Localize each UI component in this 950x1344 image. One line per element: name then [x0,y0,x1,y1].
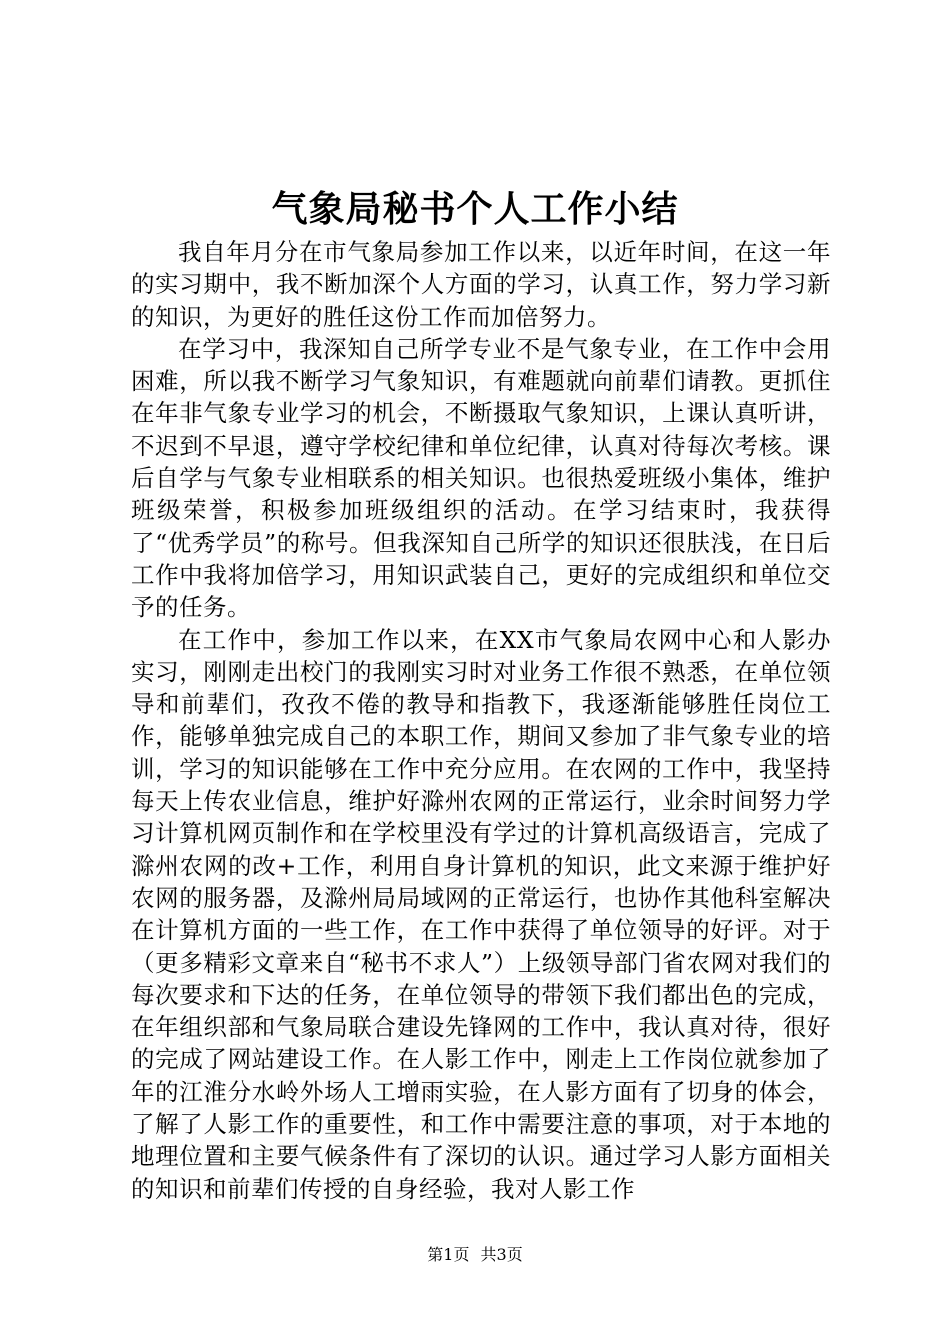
document-body [131,236,831,1205]
page-footer [0,1244,950,1266]
page-number: 第1页 [427,1245,470,1264]
paragraph-work: 在工作中，参加工作以来，在XX市气象局农网中心和人影办实习，刚刚走出校门的我刚实习时对业务工作很不熟悉，在单位领导和前辈们，孜孜不倦的教导和指教下，我逐渐能够胜任岗位工作，能够单独完成自己的本职工作，期间又参加了非气象专业的培训，学习的知识能够在工作中充分应用。在农网的工作中，我坚持每天上传农业信息，维护好滁州农网的正常运行，业余时间努力学习计算机网页制作和在学校里没有学过的计算机高级语言，完成了滁州农网的改+工作，利用自身计算机的知识，此文来源于维护好农网的服务器，及滁州局局域网的正常运行，也协作其他科室解决在计算机方面的一些工作，在工作中获得了单位领导的好评。对于（更多精彩文章来自“秘书不求人”）上级领导部门省农网对我们的每次要求和下达的任务，在单位领导的带领下我们都出色的完成，在年组织部和气象局联合建设先锋网的工作中，我认真对待，很好的完成了网站建设工作。在人影工作中，刚走上工作岗位就参加了年的江淮分水岭外场人工增雨实验，在人影方面有了切身的体会，了解了人影工作的重要性，和工作中需要注意的事项，对于本地的地理位置和主要气候条件有了深切的认识。通过学习人影方面相关的知识和前辈们传授的自身经验，我对人影工作 [131,625,831,1203]
document-title: 气象局秘书个人工作小结 [271,188,679,230]
paragraph-intro: 我自年月分在市气象局参加工作以来，以近年时间，在这一年的实习期中，我不断加深个人方面的学习，认真工作，努力学习新的知识，为更好的胜任这份工作而加倍努力。 [131,238,831,331]
page-total: 共3页 [480,1245,523,1264]
paragraph-study: 在学习中，我深知自己所学专业不是气象专业，在工作中会用困难，所以我不断学习气象知识，有难题就向前辈们请教。更抓住在年非气象专业学习的机会，不断摄取气象知识，上课认真听讲，不迟到不早退，遵守学校纪律和单位纪律，认真对待每次考核。课后自学与气象专业相联系的相关知识。也很热爱班级小集体，维护班级荣誉，积极参加班级组织的活动。在学习结束时，我获得了“优秀学员”的称号。但我深知自己所学的知识还很肤浅，在日后工作中我将加倍学习，用知识武装自己，更好的完成组织和单位交予的任务。 [131,334,831,622]
